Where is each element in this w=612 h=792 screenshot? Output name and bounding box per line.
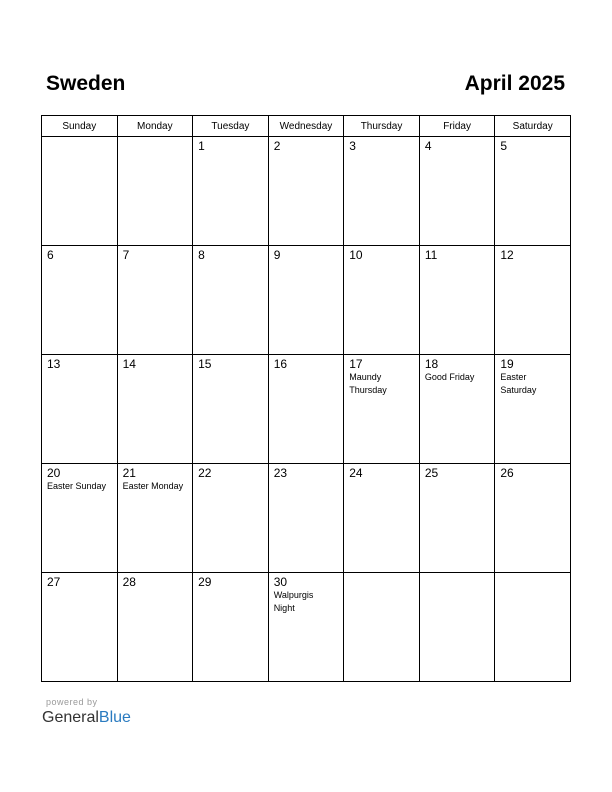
day-number: 8 [198, 248, 205, 262]
day-number: 6 [47, 248, 54, 262]
holiday-label: Good Friday [424, 372, 475, 382]
day-number: 30 [273, 575, 288, 589]
brand-blue-text: Blue [98, 709, 131, 726]
weekday-header-row [42, 116, 571, 137]
day-cell [419, 137, 495, 246]
day-number: 27 [47, 575, 61, 589]
day-cell [419, 246, 495, 355]
day-cell [193, 137, 269, 246]
weekday-sunday: Sunday [42, 116, 118, 137]
day-cell [42, 137, 118, 246]
day-cell [495, 137, 571, 246]
day-number: 29 [198, 575, 212, 589]
day-cell [495, 573, 571, 682]
day-cell [268, 464, 344, 573]
day-number: 19 [500, 357, 514, 371]
powered-by-label: powered by [46, 697, 98, 707]
day-number: 11 [424, 248, 438, 262]
day-cell [344, 573, 420, 682]
day-cell [117, 246, 193, 355]
day-cell [42, 355, 118, 464]
holiday-label: Easter Sunday [47, 481, 107, 491]
week-row [42, 355, 571, 464]
day-cell [419, 573, 495, 682]
day-number: 4 [424, 139, 432, 153]
day-cell [495, 355, 571, 464]
day-number: 22 [198, 466, 212, 480]
weekday-saturday: Saturday [495, 116, 571, 137]
weekday-friday: Friday [419, 116, 495, 137]
weekday-monday: Monday [117, 116, 193, 137]
day-cell [193, 355, 269, 464]
day-cell [419, 464, 495, 573]
day-cell [117, 137, 193, 246]
day-cell [117, 573, 193, 682]
holiday-label: Easter Monday [122, 481, 184, 491]
day-cell [42, 464, 118, 573]
day-cell [193, 573, 269, 682]
day-cell [193, 464, 269, 573]
brand-general-text: General [42, 709, 99, 726]
day-cell [495, 464, 571, 573]
day-cell [268, 573, 344, 682]
day-number: 7 [122, 248, 130, 262]
weekday-tuesday: Tuesday [193, 116, 269, 137]
day-number: 15 [198, 357, 212, 371]
day-number: 14 [122, 357, 136, 371]
day-cell [117, 464, 193, 573]
day-number: 17 [349, 357, 363, 371]
day-number: 20 [47, 466, 61, 480]
country-title: Sweden [46, 72, 126, 95]
day-cell [495, 246, 571, 355]
day-number: 10 [349, 248, 363, 262]
day-cell [268, 137, 344, 246]
generalblue-logo[interactable] [42, 708, 131, 728]
day-number: 16 [273, 357, 288, 371]
day-number: 5 [500, 139, 508, 153]
week-row [42, 464, 571, 573]
week-row [42, 137, 571, 246]
day-number: 3 [349, 139, 356, 153]
day-number: 23 [273, 466, 288, 480]
day-cell [419, 355, 495, 464]
weekday-wednesday: Wednesday [268, 116, 344, 137]
day-number: 25 [424, 466, 439, 480]
day-number: 1 [198, 139, 205, 153]
holiday-label: Walpurgis Night [273, 590, 314, 613]
month-year-title: April 2025 [464, 72, 565, 95]
holiday-label: Easter Saturday [500, 372, 537, 395]
day-cell [193, 246, 269, 355]
day-number: 9 [273, 248, 281, 262]
day-number: 13 [47, 357, 61, 371]
day-number: 24 [349, 466, 363, 480]
day-number: 2 [273, 139, 281, 153]
holiday-label: Maundy Thursday [349, 372, 387, 395]
day-cell [344, 246, 420, 355]
day-cell [117, 355, 193, 464]
weekday-thursday: Thursday [344, 116, 420, 137]
week-row [42, 246, 571, 355]
day-cell [268, 246, 344, 355]
day-cell [42, 246, 118, 355]
day-cell [344, 464, 420, 573]
day-cell [42, 573, 118, 682]
calendar-grid [41, 115, 571, 682]
day-cell [268, 355, 344, 464]
week-row [42, 573, 571, 682]
day-number: 28 [122, 575, 136, 589]
day-number: 12 [500, 248, 514, 262]
day-cell [344, 355, 420, 464]
day-number: 26 [500, 466, 514, 480]
day-number: 18 [424, 357, 439, 371]
day-cell [344, 137, 420, 246]
day-number: 21 [122, 466, 136, 480]
